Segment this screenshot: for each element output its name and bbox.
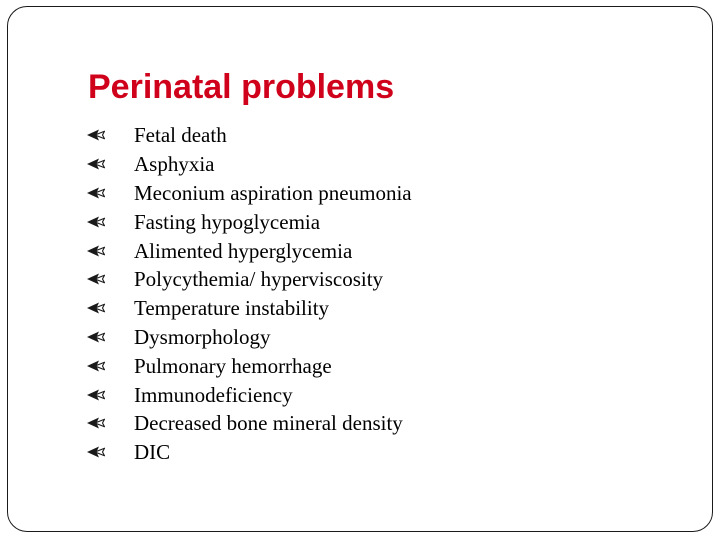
triangle-ribbon-bullet-icon [86,409,134,438]
bullet-text: Decreased bone mineral density [134,411,403,436]
bullet-text: Asphyxia [134,152,215,177]
triangle-ribbon-bullet-icon [86,265,134,294]
bullet-item [86,121,412,150]
bullet-list [86,121,412,467]
bullet-text: DIC [134,440,171,465]
triangle-ribbon-bullet-icon [86,294,134,323]
bullet-text: Dysmorphology [134,324,271,349]
triangle-ribbon-bullet-icon [86,323,134,352]
bullet-item [86,265,412,294]
bullet-text: Fetal death [134,123,227,148]
bullet-item [86,351,412,380]
bullet-item [86,323,412,352]
bullet-item [86,236,412,265]
bullet-item [86,438,412,467]
slide-frame [7,6,713,532]
bullet-text: Immunodeficiency [134,382,293,407]
bullet-item [86,380,412,409]
triangle-ribbon-bullet-icon [86,207,134,236]
slide-title: Perinatal problems [88,68,395,106]
bullet-item [86,150,412,179]
triangle-ribbon-bullet-icon [86,351,134,380]
bullet-text: Meconium aspiration pneumonia [134,180,412,205]
bullet-text: Polycythemia/ hyperviscosity [134,267,384,292]
triangle-ribbon-bullet-icon [86,121,134,150]
bullet-item [86,207,412,236]
triangle-ribbon-bullet-icon [86,438,134,467]
bullet-item [86,294,412,323]
bullet-item [86,409,412,438]
triangle-ribbon-bullet-icon [86,150,134,179]
bullet-text: Alimented hyperglycemia [134,238,353,263]
triangle-ribbon-bullet-icon [86,380,134,409]
triangle-ribbon-bullet-icon [86,236,134,265]
bullet-text: Pulmonary hemorrhage [134,353,332,378]
bullet-text: Fasting hypoglycemia [134,209,321,234]
bullet-text: Temperature instability [134,296,330,321]
triangle-ribbon-bullet-icon [86,179,134,208]
bullet-item [86,179,412,208]
